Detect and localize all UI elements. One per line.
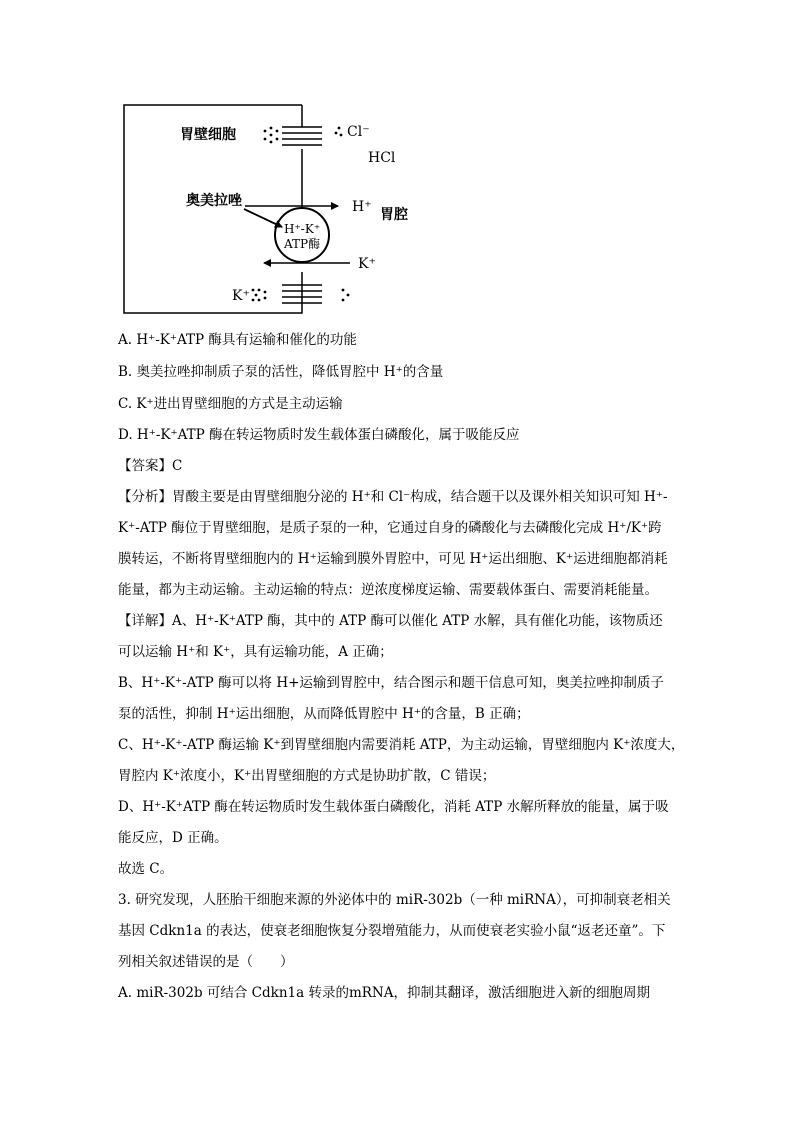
detail-line: 胃腔内 K⁺浓度小，K⁺出胃壁细胞的方式是协助扩散，C 错误； [118, 768, 496, 784]
pump-label-line1: H⁺-K⁺ [284, 222, 321, 236]
analysis-line: 膜转运，不断将胃壁细胞内的 H⁺运输到膜外胃腔中，可见 H⁺运出细胞、K⁺运进细胞都消耗 [118, 551, 668, 567]
omeprazole-arrow [244, 209, 282, 227]
analysis-line: K⁺-ATP 酶位于胃壁细胞，是质子泵的一种，它通过自身的磷酸化与去磷酸化完成 H⁺/K⁺跨 [118, 520, 662, 536]
hcl-label: HCl [368, 150, 396, 166]
k-dots-inside [252, 289, 267, 302]
analysis-line: 能量，都为主动运输。主动运输的特点：逆浓度梯度运输、需要载体蛋白、需要消耗能量。 [118, 582, 658, 598]
answer-line: 【答案】C [118, 458, 183, 474]
detail-line: C、H⁺-K⁺-ATP 酶运输 K⁺到胃壁细胞内需要消耗 ATP，为主动运输，胃壁细胞内 K⁺浓度大， [118, 737, 685, 753]
stomach-label: 胃腔 [380, 207, 408, 223]
k-dots-outside [342, 289, 350, 302]
k-left-label: K⁺ [232, 288, 250, 304]
option-a: A. H⁺-K⁺ATP 酶具有运输和催化的功能 [118, 332, 357, 348]
detail-line: D、H⁺-K⁺ATP 酶在转运物质时发生载体蛋白磷酸化，消耗 ATP 水解所释放的能量，属于吸 [118, 799, 669, 815]
detail-line: B、H⁺-K⁺-ATP 酶可以将 H+运输到胃腔中，结合图示和题干信息可知，奥美拉唑抑制质子 [118, 675, 664, 691]
membrane-transport-diagram [110, 95, 430, 325]
k-right-label: K⁺ [358, 256, 376, 272]
option-d: D. H⁺-K⁺ATP 酶在转运物质时发生载体蛋白磷酸化，属于吸能反应 [118, 427, 520, 443]
diagram-svg [110, 95, 430, 325]
option-b: B. 奥美拉唑抑制质子泵的活性，降低胃腔中 H⁺的含量 [118, 364, 444, 380]
cell-label: 胃壁细胞 [180, 127, 236, 143]
detail-line: 可以运输 H⁺和 K⁺，具有运输功能，A 正确； [118, 644, 393, 660]
cl-channel [282, 127, 322, 145]
question-3-option-a: A. miR-302b 可结合 Cdkn1a 转录的mRNA，抑制其翻译，激活细胞进入新的细胞周期 [118, 985, 650, 1001]
detail-line: 能反应，D 正确。 [118, 830, 228, 846]
choice-line: 故选 C。 [118, 861, 174, 877]
cl-label: Cl⁻ [347, 124, 370, 140]
detail-line: 泵的活性，抑制 H⁺运出细胞，从而降低胃腔中 H⁺的含量，B 正确； [118, 706, 530, 722]
cl-dots-inside [264, 127, 279, 144]
analysis-line: 【分析】胃酸主要是由胃壁细胞分泌的 H⁺和 Cl⁻构成，结合题干以及课外相关知识可知 H⁺- [118, 489, 668, 505]
question-3-line: 3. 研究发现，人胚胎干细胞来源的外泌体中的 miR-302b（一种 miRNA），可抑制衰老相关 [118, 892, 671, 908]
detail-line: 【详解】A、H⁺-K⁺ATP 酶，其中的 ATP 酶可以催化 ATP 水解，具有催化功能，该物质还 [118, 613, 663, 629]
cl-dots-outside [335, 127, 343, 137]
option-c: C. K⁺进出胃壁细胞的方式是主动运输 [118, 396, 343, 412]
h-label: H⁺ [352, 199, 372, 215]
omeprazole-label: 奥美拉唑 [186, 193, 242, 209]
question-3-line: 基因 Cdkn1a 的表达，使衰老细胞恢复分裂增殖能力，从而使衰老实验小鼠“返老还童”。下 [118, 923, 666, 939]
question-3-line: 列相关叙述错误的是（ ） [118, 954, 294, 970]
pump-label-line2: ATP酶 [284, 237, 321, 251]
